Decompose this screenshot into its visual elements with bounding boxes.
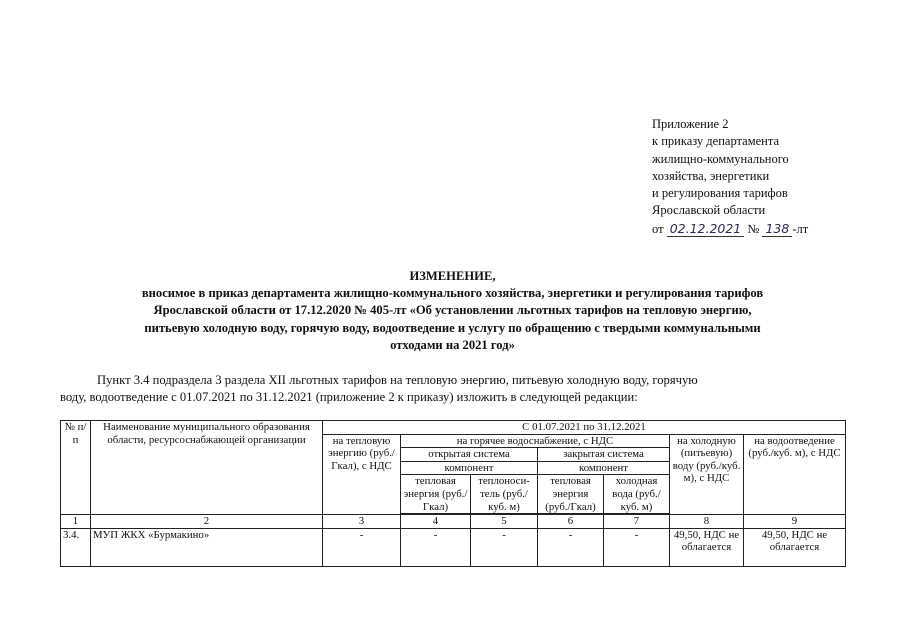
- date-prefix: от: [652, 221, 664, 236]
- body-paragraph: [60, 372, 845, 406]
- header-open-system: открытая система: [401, 448, 538, 462]
- appendix-line: хозяйства, энергетики: [652, 168, 770, 183]
- handwritten-number: 138: [762, 221, 792, 237]
- heading-line: отходами на 2021 год»: [390, 337, 515, 352]
- tariff-table: [60, 420, 846, 567]
- row-drainage: 49,50, НДС не облагается: [744, 528, 846, 566]
- column-number: 5: [471, 515, 538, 529]
- column-number: 1: [61, 515, 91, 529]
- paragraph-line: Пункт 3.4 подраздела 3 раздела XII льготных тарифов на тепловую энергию, питьевую холодную воду, горячую: [97, 373, 698, 387]
- header-open-carrier: теплоноси-тель (руб./ куб. м): [471, 475, 538, 514]
- appendix-block: [652, 116, 808, 238]
- row-cold-water: 49,50, НДС не облагается: [670, 528, 744, 566]
- column-number: 7: [604, 515, 670, 529]
- appendix-line: и регулирования тарифов: [652, 186, 788, 201]
- appendix-line: Приложение 2: [652, 117, 729, 131]
- header-num: № п/п: [61, 421, 91, 515]
- column-number: 6: [538, 515, 604, 529]
- header-closed-cold: холодная вода (руб./ куб. м): [604, 475, 670, 514]
- header-open-component: компонент: [401, 461, 538, 475]
- table-row: [61, 528, 846, 566]
- column-number: 9: [744, 515, 846, 529]
- header-closed-heat: тепловая энергия (руб./Гкал): [538, 475, 604, 514]
- number-suffix: -лт: [792, 221, 809, 236]
- appendix-line: к приказу департамента: [652, 134, 780, 149]
- row-closed-cold: -: [604, 528, 670, 566]
- row-org: МУП ЖКХ «Бурмакино»: [91, 528, 323, 566]
- heading-line: питьевую холодную воду, горячую воду, водоотведение и услугу по обращению с твердыми коммунальными: [144, 320, 761, 335]
- row-num: 3.4.: [61, 528, 91, 566]
- row-heat: -: [323, 528, 401, 566]
- row-open-carrier: -: [471, 528, 538, 566]
- heading-title: ИЗМЕНЕНИЕ,: [409, 269, 496, 283]
- document-heading: [60, 268, 845, 354]
- number-sign: №: [747, 221, 760, 236]
- row-closed-heat: -: [538, 528, 604, 566]
- header-closed-system: закрытая система: [538, 448, 670, 462]
- column-number: 2: [91, 515, 323, 529]
- header-drainage: на водоотведение (руб./куб. м), с НДС: [744, 434, 846, 515]
- appendix-date-line: [652, 220, 808, 238]
- handwritten-date: 02.12.2021: [667, 221, 745, 237]
- column-number: 3: [323, 515, 401, 529]
- header-cold-water: на холодную (питьевую) воду (руб./куб. м), с НДС: [670, 434, 744, 515]
- heading-line: вносимое в приказ департамента жилищно-коммунального хозяйства, энергетики и регулирования тарифов: [141, 286, 764, 301]
- appendix-line: жилищно-коммунального: [652, 151, 789, 166]
- header-open-heat: тепловая энергия (руб./Гкал): [401, 475, 471, 514]
- header-hot-water: на горячее водоснабжение, с НДС: [401, 434, 670, 448]
- header-heat: на тепловую энергию (руб./Гкал), с НДС: [323, 434, 401, 515]
- header-org: Наименование муниципального образования области, ресурсоснабжающей организации: [91, 421, 323, 515]
- header-closed-component: компонент: [538, 461, 670, 475]
- column-number: 4: [401, 515, 471, 529]
- header-period: С 01.07.2021 по 31.12.2021: [323, 421, 846, 435]
- heading-line: Ярославской области от 17.12.2020 № 405-лт «Об установлении льготных тарифов на тепловую энергию,: [153, 303, 752, 318]
- paragraph-line: воду, водоотведение с 01.07.2021 по 31.12.2021 (приложение 2 к приказу) изложить в следующей редакции:: [60, 390, 638, 405]
- column-number-row: [61, 515, 846, 529]
- row-open-heat: -: [401, 528, 471, 566]
- appendix-line: Ярославской области: [652, 203, 766, 218]
- column-number: 8: [670, 515, 744, 529]
